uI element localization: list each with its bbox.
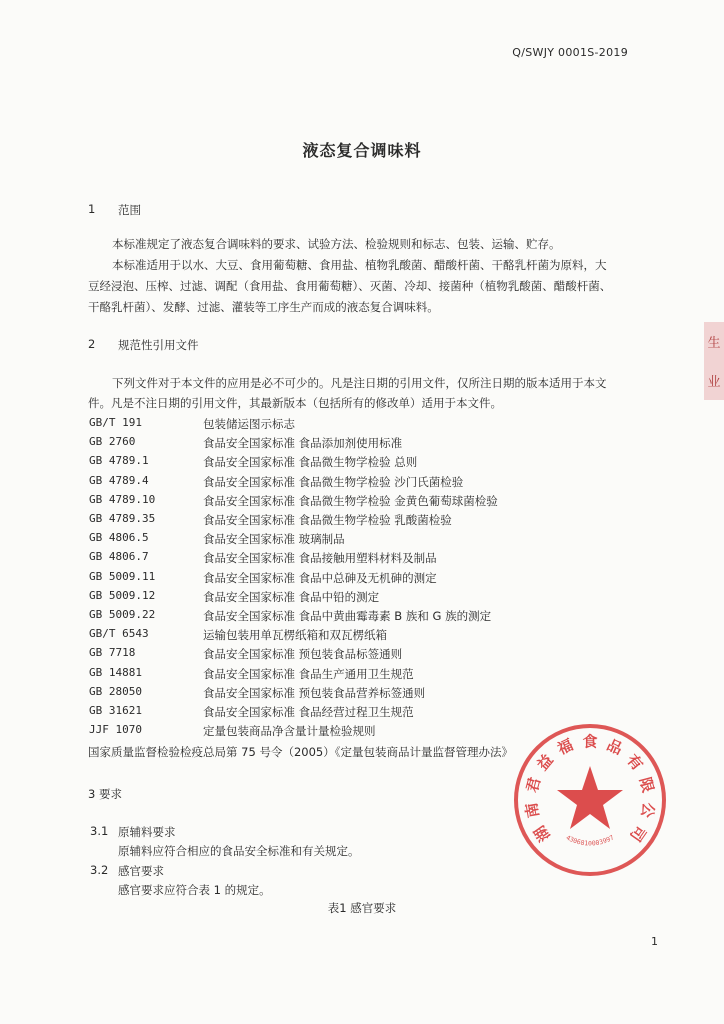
reference-title: 食品安全国家标准 食品中总砷及无机砷的测定: [203, 570, 437, 585]
standard-code: Q/SWJY 0001S-2019: [512, 46, 628, 59]
reference-row: [0, 531, 724, 547]
reference-title: 食品安全国家标准 食品中铅的测定: [203, 589, 380, 604]
reference-title: 食品安全国家标准 食品微生物学检验 总则: [203, 455, 418, 470]
reference-code: GB 4789.1: [89, 454, 149, 468]
reference-row: [0, 685, 724, 701]
reference-row: [0, 512, 724, 528]
reference-code: GB 4806.7: [89, 550, 149, 564]
reference-row: [0, 608, 724, 624]
svg-text:公: 公: [637, 801, 658, 820]
reference-row: [0, 627, 724, 643]
subsection-3-2-title: 感官要求: [118, 864, 164, 878]
decree-reference: 国家质量监督检验检疫总局第 75 号令（2005）《定量包装商品计量监督管理办法》: [88, 745, 513, 759]
svg-text:福: 福: [554, 735, 576, 759]
references-intro-line-2: 件。凡是不注日期的引用文件，其最新版本（包括所有的修改单）适用于本文件。: [88, 396, 502, 410]
section-number: 1: [88, 202, 96, 216]
reference-title: 食品安全国家标准 食品中黄曲霉毒素 B 族和 G 族的测定: [203, 609, 492, 623]
reference-code: GB 7718: [89, 646, 136, 660]
reference-title: 食品安全国家标准 食品微生物学检验 沙门氏菌检验: [203, 474, 464, 489]
reference-code: GB 28050: [89, 684, 142, 698]
section-3-heading: 3 要求: [88, 787, 122, 801]
reference-code: GB 4806.5: [89, 531, 149, 545]
page-number: 1: [651, 935, 658, 948]
svg-text:限: 限: [635, 775, 658, 795]
reference-code: GB 4789.4: [89, 473, 149, 487]
reference-code: GB 5009.11: [89, 569, 156, 583]
company-seal-stamp: [510, 720, 670, 880]
section-1-heading: [0, 202, 724, 218]
scope-paragraph-2-line-2: 豆经浸泡、压榨、过滤、调配（食用盐、食用葡萄糖）、灭菌、冷却、接菌种（植物乳酸菌、醋酸杆菌、: [88, 279, 612, 293]
section-number: 2: [88, 337, 96, 351]
reference-title: 食品安全国家标准 预包装食品营养标签通则: [203, 685, 426, 700]
subsection-3-1-number: 3.1: [90, 824, 109, 838]
reference-code: GB 5009.12: [89, 588, 156, 602]
reference-title: 食品安全国家标准 玻璃制品: [203, 532, 345, 547]
side-mark-char: 业: [707, 375, 721, 390]
reference-title: 食品安全国家标准 食品微生物学检验 乳酸菌检验: [203, 513, 452, 527]
reference-code: GB/T 191: [89, 416, 142, 429]
reference-title: 包装储运图示标志: [203, 417, 295, 431]
svg-text:食: 食: [582, 732, 598, 751]
reference-row: [0, 704, 724, 720]
reference-title: 食品安全国家标准 预包装食品标签通则: [203, 647, 403, 662]
reference-title: 食品安全国家标准 食品添加剂使用标准: [203, 436, 403, 451]
reference-title: 食品安全国家标准 食品接触用塑料材料及制品: [203, 551, 437, 566]
subsection-3-1-text: 原辅料应符合相应的食品安全标准和有关规定。: [118, 844, 360, 858]
svg-text:司: 司: [626, 822, 650, 845]
reference-title: 运输包装用单瓦楞纸箱和双瓦楞纸箱: [203, 628, 387, 643]
references-intro-line-1: 下列文件对于本文件的应用是必不可少的。凡是注日期的引用文件，仅所注日期的版本适用于本文: [112, 376, 607, 390]
scope-paragraph-1: 本标准规定了液态复合调味料的要求、试验方法、检验规则和标志、包装、运输、贮存。: [112, 237, 561, 251]
reference-row: [0, 416, 724, 432]
reference-title: 食品安全国家标准 食品微生物学检验 金黄色葡萄球菌检验: [203, 493, 498, 508]
svg-text:君: 君: [522, 775, 545, 795]
reference-row: [0, 589, 724, 605]
table-1-caption: 表1 感官要求: [327, 901, 397, 915]
subsection-3-1-title: 原辅料要求: [118, 825, 176, 839]
side-binding-mark: [704, 322, 724, 400]
reference-code: GB 4789.10: [89, 492, 156, 506]
reference-row: [0, 666, 724, 682]
reference-code: JJF 1070: [89, 723, 142, 737]
reference-row: [0, 474, 724, 490]
reference-row: [0, 550, 724, 566]
scope-paragraph-2-line-1: 本标准适用于以水、大豆、食用葡萄糖、食用盐、植物乳酸菌、醋酸杆菌、干酪乳杆菌为原料，大: [112, 258, 607, 272]
svg-text:湖: 湖: [530, 822, 554, 845]
section-title: 范围: [118, 203, 141, 217]
document-title: 液态复合调味料: [302, 141, 422, 160]
subsection-3-2-text: 感官要求应符合表 1 的规定。: [118, 883, 271, 897]
reference-row: [0, 435, 724, 451]
svg-text:益: 益: [533, 750, 557, 774]
reference-code: GB 4789.35: [89, 512, 156, 525]
section-2-heading: [0, 337, 724, 353]
reference-title: 食品安全国家标准 食品生产通用卫生规范: [203, 666, 414, 681]
svg-text:南: 南: [522, 801, 543, 820]
reference-code: GB/T 6543: [89, 627, 149, 641]
reference-row: [0, 454, 724, 470]
seal-star-icon: [557, 766, 623, 829]
section-title: 规范性引用文件: [118, 338, 199, 352]
reference-code: GB 5009.22: [89, 608, 156, 621]
svg-text:品: 品: [604, 735, 626, 759]
reference-code: GB 31621: [89, 704, 142, 717]
reference-row: [0, 646, 724, 662]
svg-text:有: 有: [623, 750, 647, 774]
subsection-3-2-number: 3.2: [90, 863, 109, 877]
reference-row: [0, 570, 724, 586]
scope-paragraph-2-line-3: 干酪乳杆菌）、发酵、过滤、灌装等工序生产而成的液态复合调味料。: [88, 300, 439, 314]
reference-code: GB 14881: [89, 665, 142, 679]
seal-serial-number: 4306810003997: [564, 833, 616, 848]
reference-code: GB 2760: [89, 435, 136, 449]
reference-row: [0, 493, 724, 509]
reference-title: 食品安全国家标准 食品经营过程卫生规范: [203, 705, 414, 719]
side-mark-char: 生: [707, 336, 721, 351]
reference-title: 定量包装商品净含量计量检验规则: [203, 724, 376, 739]
